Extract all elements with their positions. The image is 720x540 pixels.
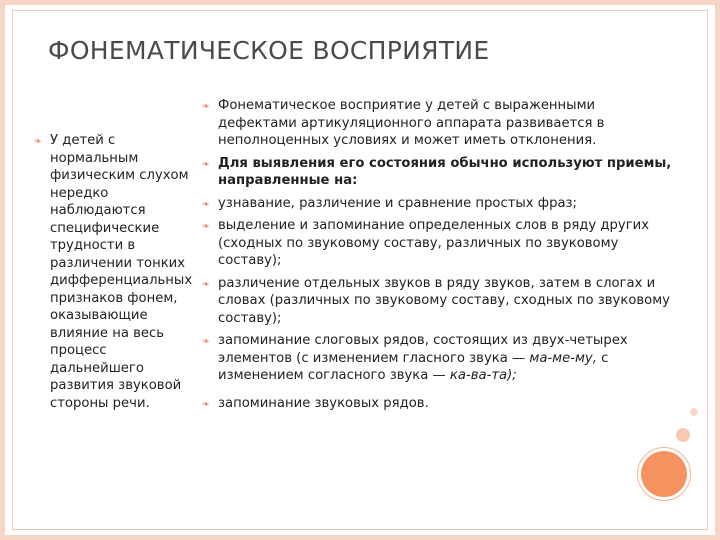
bullet-arrow-icon: ❧ xyxy=(202,222,210,232)
bullet-arrow-icon: ❧ xyxy=(202,399,210,410)
item-text: узнавание, различение и сравнение простых фраз; xyxy=(218,195,577,211)
list-item xyxy=(202,395,672,413)
item-italic-example: ма-ме-му, xyxy=(529,350,597,366)
bullet-arrow-icon: ❧ xyxy=(202,159,210,170)
item-text: выделение и запоминание определенных слов в ряду других (сходных по звуковому составу, различных по звуковому составу); xyxy=(218,218,650,268)
bullet-arrow-icon: ❧ xyxy=(202,102,210,112)
item-text: запоминание слоговых рядов, состоящих из двух-четырех элементов (с изменением гласного звука — xyxy=(218,333,628,366)
list-item xyxy=(202,97,672,150)
bullet-arrow-icon: ❧ xyxy=(202,337,210,347)
slide-title: ФОНЕМАТИЧЕСКОЕ ВОСПРИЯТИЕ xyxy=(48,36,490,65)
list-item xyxy=(202,332,672,385)
decor-dot-icon xyxy=(690,408,698,416)
bullet-arrow-icon: ❧ xyxy=(34,137,42,147)
bullet-arrow-icon: ❧ xyxy=(202,199,210,210)
list-item xyxy=(34,132,202,412)
item-text: Для выявления его состояния обычно используют приемы, направленные на: xyxy=(218,155,672,188)
item-text: У детей с нормальным физическим слухом нередко наблюдаются специфические трудности в различении тонких дифференциальных признаков фонем, оказывающие влияние на весь процесс дальнейшего развития звуковой стороны речи. xyxy=(50,133,193,411)
left-border xyxy=(0,0,5,540)
list-item xyxy=(202,275,672,328)
bottom-border xyxy=(0,535,720,540)
top-border xyxy=(0,0,720,5)
item-italic-example: ка-ва-та); xyxy=(449,368,517,383)
item-text: с изменением согласного звука — xyxy=(218,350,609,383)
item-text: различение отдельных звуков в ряду звуков, затем в слогах и словах (различных по звуковому составу, сходных по звуковому составу); xyxy=(218,275,670,326)
left-column xyxy=(34,132,202,417)
item-text: Фонематическое восприятие у детей с выраженными дефектами артикуляционного аппарата развивается в неполноценных условиях и может иметь отклонения. xyxy=(218,98,605,148)
decor-dot-icon xyxy=(676,428,690,442)
right-column xyxy=(202,97,672,417)
list-item-emphasis xyxy=(202,155,672,190)
item-text: запоминание звуковых рядов. xyxy=(218,395,429,411)
list-item xyxy=(202,217,672,270)
list-item xyxy=(202,195,672,213)
right-border xyxy=(715,0,720,540)
decor-circle-icon xyxy=(641,451,687,497)
bullet-arrow-icon: ❧ xyxy=(202,279,210,290)
